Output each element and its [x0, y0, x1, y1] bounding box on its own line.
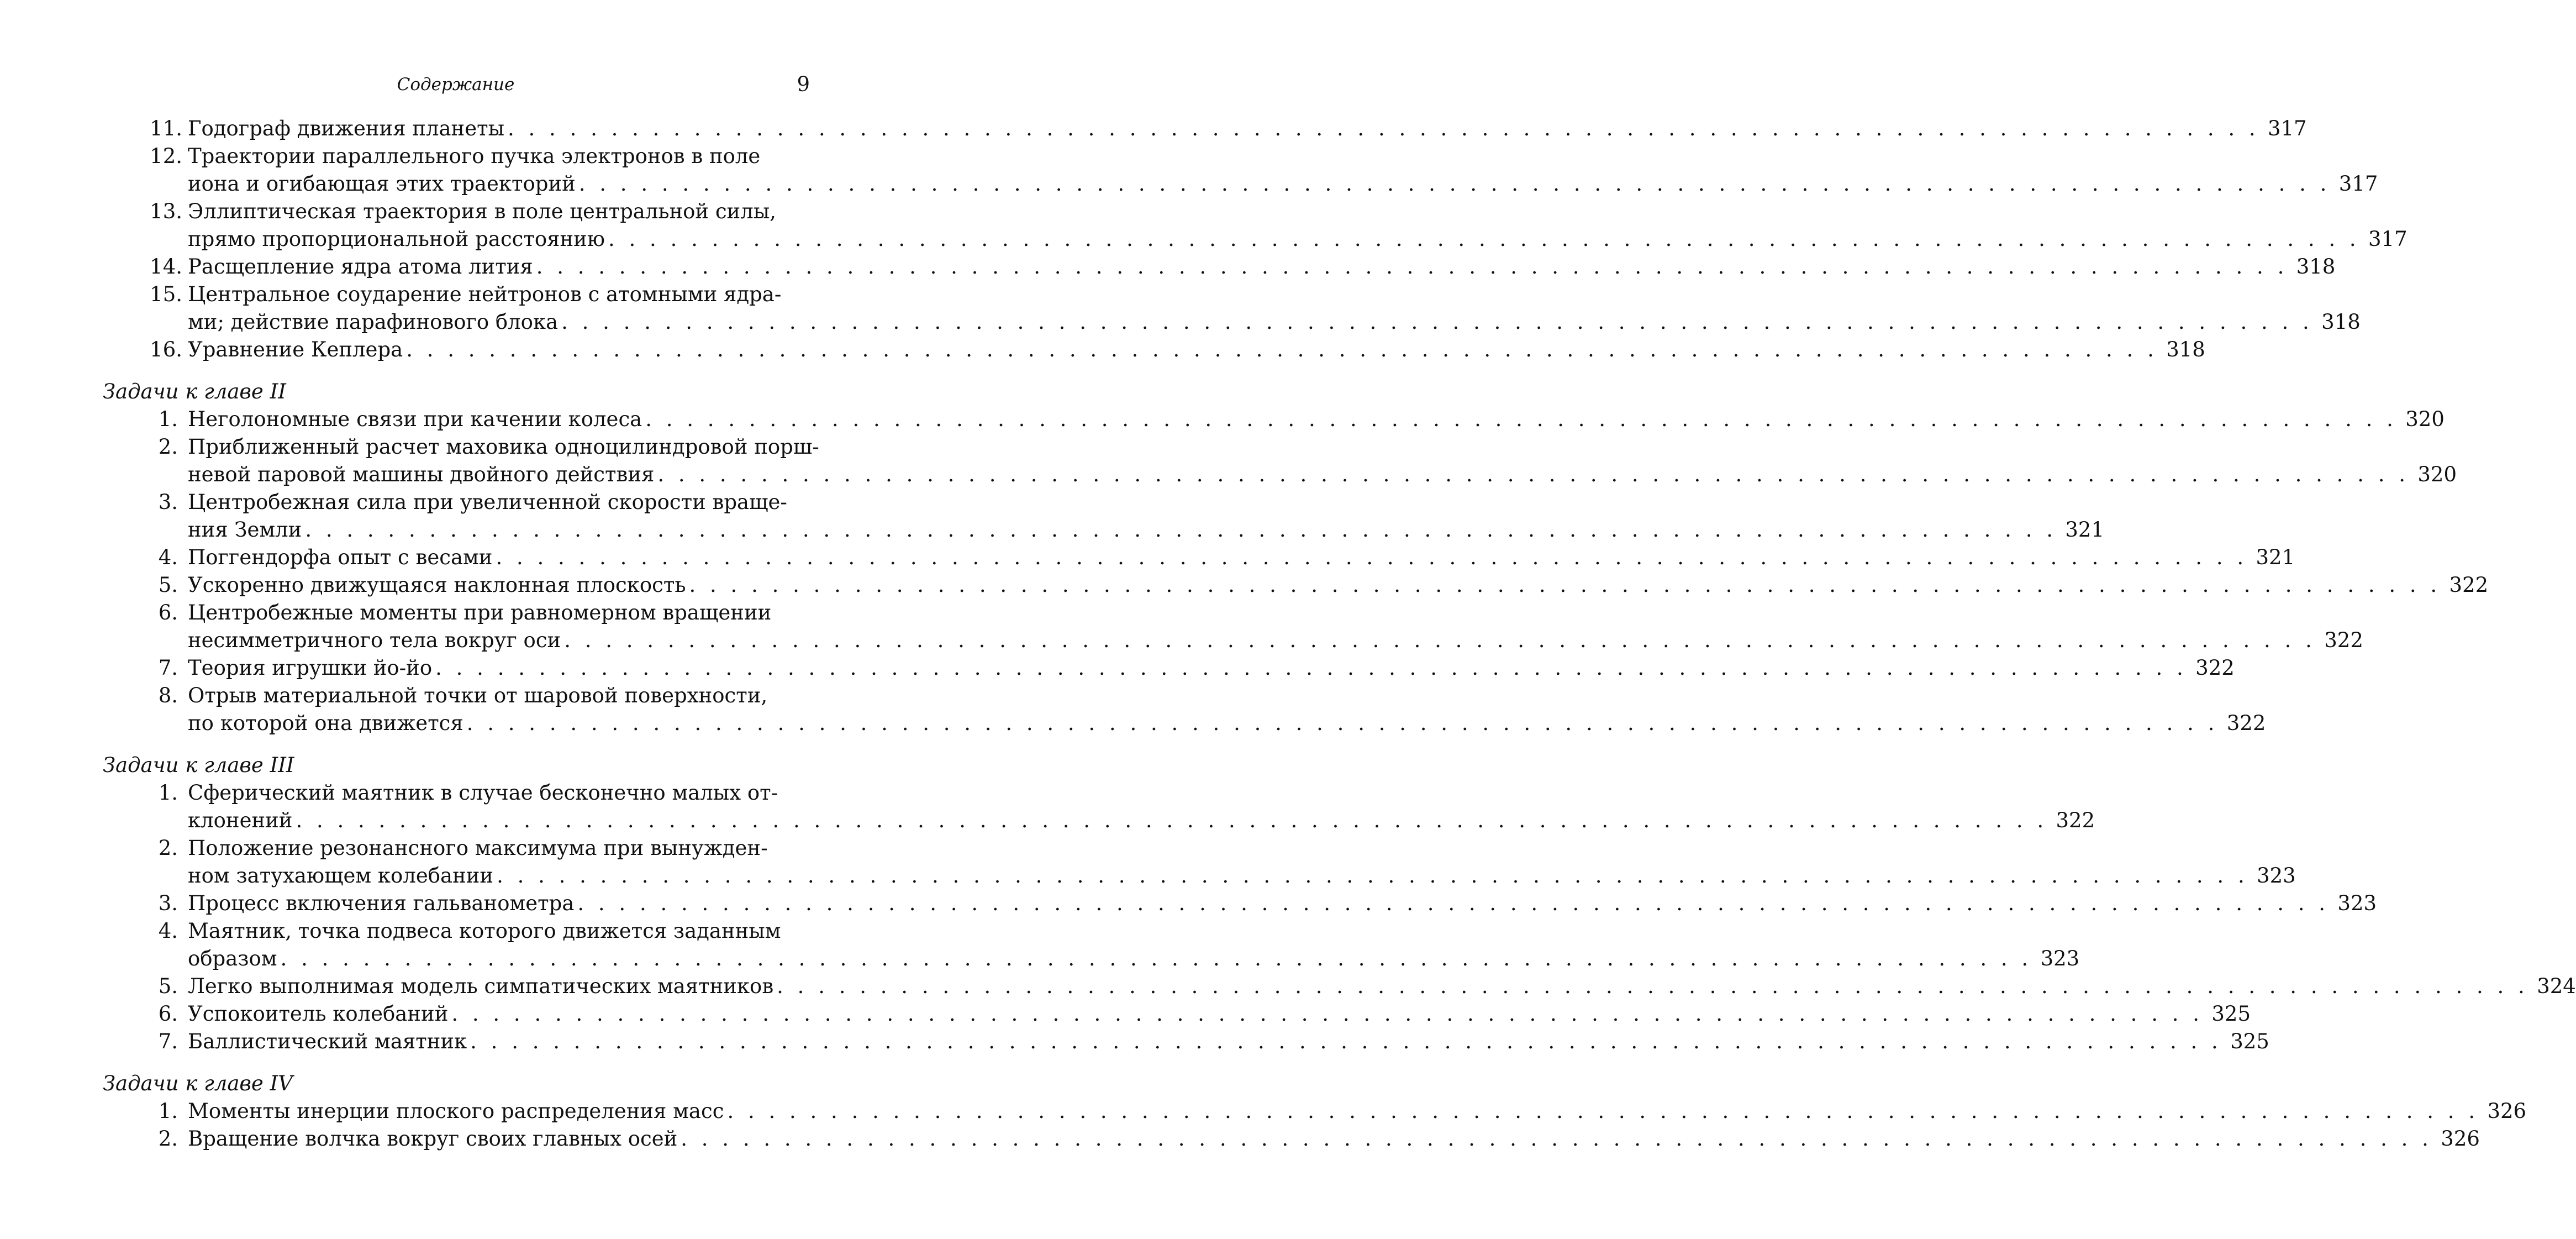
entry-line: [188, 862, 2296, 890]
dot-leader: [677, 1125, 2436, 1153]
toc-entry[interactable]: [103, 1000, 2251, 1028]
toc-entry[interactable]: [103, 433, 2457, 489]
section-heading: Задачи к главе III: [103, 753, 294, 777]
entry-title-text: Баллистический маятник: [188, 1030, 467, 1053]
dot-leader: [467, 1028, 2225, 1056]
entry-number: 15.: [150, 282, 182, 306]
entry-title-text: ния Земли: [188, 518, 302, 542]
toc-entry[interactable]: [103, 682, 2266, 737]
toc-entry[interactable]: [103, 571, 2489, 599]
entry-number: 11.: [150, 117, 182, 140]
entry-title-text: Легко выполнимая модель симпатических маятников: [188, 974, 774, 998]
entry-title-text: несимметричного тела вокруг оси: [188, 628, 561, 652]
entry-body: [188, 281, 2361, 336]
entry-page-number: 325: [2211, 1002, 2251, 1026]
entry-body: [188, 143, 2378, 198]
entry-number: 12.: [150, 144, 182, 168]
entry-title-text: невой паровой машины двойного действия: [188, 463, 655, 486]
entry-line: [188, 170, 2378, 198]
entry-title-text: Теория игрушки йо-йо: [188, 656, 433, 680]
entry-line: [188, 917, 2079, 945]
dot-leader: [605, 225, 2363, 253]
entry-page-number: 317: [2338, 172, 2378, 196]
entry-body: [188, 115, 2307, 143]
entry-title-text: Центробежные моменты при равномерном вращении: [188, 601, 772, 624]
entry-title-text: Успокоитель колебаний: [188, 1002, 449, 1026]
entry-line: [188, 571, 2488, 599]
entry-title-text: Моменты инерции плоского распределения масс: [188, 1099, 724, 1123]
dot-leader: [642, 406, 2400, 433]
entry-page-number: 322: [2056, 809, 2095, 832]
toc-entry[interactable]: [103, 253, 2336, 281]
entry-line: [188, 433, 2457, 461]
entry-number: 2.: [158, 1127, 178, 1151]
dot-leader: [504, 115, 2263, 143]
section-heading: Задачи к главе IV: [103, 1072, 293, 1095]
entry-title-text: образом: [188, 947, 277, 970]
entry-number: 3.: [158, 891, 178, 915]
toc-entry[interactable]: [103, 489, 2104, 544]
entry-body: [188, 834, 2296, 890]
entry-line: [188, 1028, 2269, 1056]
table-of-contents: [103, 115, 2576, 1153]
entry-body: [188, 682, 2266, 737]
entry-line: [188, 807, 2095, 834]
dot-leader: [432, 654, 2190, 682]
entry-title-text: Годограф движения планеты: [188, 117, 505, 140]
entry-number: 8.: [158, 684, 178, 707]
entry-line: [188, 779, 2095, 807]
entry-body: [188, 433, 2457, 489]
entry-number: 6.: [158, 1002, 178, 1026]
entry-line: [188, 627, 2363, 654]
toc-entry[interactable]: [103, 1028, 2269, 1056]
entry-page-number: 318: [2166, 338, 2205, 361]
running-head: [0, 71, 912, 98]
entry-page-number: 325: [2230, 1030, 2269, 1053]
toc-entry[interactable]: [103, 544, 2295, 571]
entry-line: [188, 489, 2104, 516]
entry-line: [188, 710, 2266, 737]
entry-page-number: 322: [2449, 573, 2489, 597]
entry-title-text: прямо пропорциональной расстоянию: [188, 227, 605, 251]
entry-number: 3.: [158, 490, 178, 514]
entry-title-text: клонений: [188, 809, 293, 832]
entry-number: 2.: [158, 836, 178, 860]
dot-leader: [277, 945, 2036, 973]
entry-number: 14.: [150, 255, 182, 279]
toc-entry[interactable]: [103, 143, 2378, 198]
toc-entry[interactable]: [103, 890, 2377, 917]
dot-leader: [533, 253, 2291, 281]
dot-leader: [686, 571, 2445, 599]
entry-line: [188, 198, 2408, 225]
entry-page-number: 320: [2417, 463, 2457, 486]
entry-body: [188, 1028, 2269, 1056]
entry-title-text: Неголономные связи при качении колеса: [188, 407, 642, 431]
entry-body: [188, 973, 2576, 1000]
entry-body: [188, 890, 2377, 917]
entry-number: 4.: [158, 545, 178, 569]
dot-leader: [448, 1000, 2206, 1028]
section-heading: Задачи к главе II: [103, 380, 286, 403]
entry-page-number: 323: [2257, 864, 2296, 888]
entry-page-number: 322: [2226, 711, 2266, 735]
entry-title-text: Вращение волчка вокруг своих главных осей: [188, 1127, 678, 1151]
toc-entry[interactable]: [103, 115, 2307, 143]
entry-page-number: 321: [2065, 518, 2104, 542]
entry-title-text: Маятник, точка подвеса которого движется заданным: [188, 919, 781, 943]
entry-number: 1.: [158, 781, 178, 805]
entry-number: 16.: [150, 338, 182, 361]
entry-page-number: 317: [2268, 117, 2307, 140]
entry-line: [188, 115, 2307, 143]
entry-page-number: 317: [2368, 227, 2408, 251]
toc-entry[interactable]: [103, 1098, 2527, 1125]
toc-entry[interactable]: [103, 654, 2235, 682]
entry-body: [188, 571, 2488, 599]
entry-title-text: иона и огибающая этих траекторий: [188, 172, 576, 196]
entry-page-number: 321: [2256, 545, 2295, 569]
entry-title-text: Эллиптическая траектория в поле центральной силы,: [188, 200, 776, 223]
entry-body: [188, 917, 2079, 973]
entry-page-number: 318: [2296, 255, 2336, 279]
entry-line: [188, 516, 2104, 544]
entry-line: [188, 336, 2205, 364]
entry-page-number: 322: [2195, 656, 2235, 680]
entry-body: [188, 544, 2295, 571]
toc-entry[interactable]: [103, 599, 2363, 654]
entry-page-number: 318: [2321, 310, 2361, 334]
entry-body: [188, 336, 2205, 364]
dot-leader: [403, 336, 2161, 364]
toc-entry[interactable]: [103, 281, 2361, 336]
entry-line: [188, 599, 2363, 627]
toc-section: [103, 378, 2489, 737]
entry-body: [188, 406, 2445, 433]
entry-line: [188, 308, 2361, 336]
entry-number: 2.: [158, 435, 178, 459]
toc-entry[interactable]: [103, 406, 2445, 433]
entry-line: [188, 945, 2079, 973]
entry-page-number: 323: [2040, 947, 2080, 970]
entry-number: 5.: [158, 974, 178, 998]
entry-body: [188, 198, 2408, 253]
entry-line: [188, 225, 2408, 253]
dot-leader: [724, 1098, 2482, 1125]
entry-line: [188, 281, 2361, 308]
entry-number: 7.: [158, 1030, 178, 1053]
entry-number: 1.: [158, 1099, 178, 1123]
entry-title-text: Поггендорфа опыт с весами: [188, 545, 493, 569]
entry-title-text: Центральное соударение нейтронов с атомными ядра-: [188, 282, 782, 306]
entry-body: [188, 779, 2095, 834]
toc-section: [103, 752, 2576, 1056]
entry-body: [188, 253, 2335, 281]
toc-entry[interactable]: [103, 198, 2408, 253]
entry-line: [188, 682, 2266, 710]
dot-leader: [576, 170, 2334, 198]
entry-body: [188, 1000, 2251, 1028]
entry-title-text: Ускоренно движущаяся наклонная плоскость: [188, 573, 686, 597]
entry-title-text: Уравнение Кеплера: [188, 338, 403, 361]
entry-number: 4.: [158, 919, 178, 943]
toc-entry[interactable]: [103, 1125, 2480, 1153]
entry-number: 6.: [158, 601, 178, 624]
entry-line: [188, 1000, 2251, 1028]
toc-entry[interactable]: [103, 917, 2080, 973]
toc-section: [103, 115, 2408, 364]
entry-title-text: Сферический маятник в случае бесконечно малых от-: [188, 781, 778, 805]
page-title: Содержание: [397, 75, 515, 95]
entry-line: [188, 834, 2296, 862]
entry-title-text: Процесс включения гальванометра: [188, 891, 575, 915]
entry-number: 5.: [158, 573, 178, 597]
entry-body: [188, 654, 2235, 682]
dot-leader: [302, 516, 2060, 544]
dot-leader: [773, 973, 2532, 1000]
entry-line: [188, 654, 2235, 682]
entry-number: 13.: [150, 200, 182, 223]
entry-line: [188, 1125, 2480, 1153]
entry-page-number: 323: [2337, 891, 2377, 915]
entry-line: [188, 253, 2335, 281]
entry-body: [188, 489, 2104, 544]
dot-leader: [292, 807, 2051, 834]
entry-page-number: 322: [2324, 628, 2363, 652]
entry-title-text: Положение резонансного максимума при вынужден-: [188, 836, 768, 860]
toc-section: [103, 1070, 2527, 1153]
entry-line: [188, 544, 2295, 571]
dot-leader: [558, 308, 2316, 336]
entry-body: [188, 1098, 2526, 1125]
entry-number: 1.: [158, 407, 178, 431]
entry-title-text: Приближенный расчет маховика одноцилиндровой порш-: [188, 435, 819, 459]
dot-leader: [654, 461, 2412, 489]
entry-title-text: Траектории параллельного пучка электронов в поле: [188, 144, 761, 168]
entry-page-number: 320: [2405, 407, 2445, 431]
entry-page-number: 324: [2537, 974, 2576, 998]
page-number: 9: [797, 72, 810, 96]
entry-page-number: 326: [2487, 1099, 2527, 1123]
dot-leader: [574, 890, 2332, 917]
entry-title-text: ми; действие парафинового блока: [188, 310, 559, 334]
entry-title-text: по которой она движется: [188, 711, 463, 735]
entry-body: [188, 1125, 2480, 1153]
entry-line: [188, 1098, 2526, 1125]
entry-title-text: Центробежная сила при увеличенной скорости враще-: [188, 490, 787, 514]
dot-leader: [492, 544, 2251, 571]
dot-leader: [561, 627, 2319, 654]
entry-title-text: Отрыв материальной точки от шаровой поверхности,: [188, 684, 768, 707]
entry-line: [188, 406, 2445, 433]
entry-line: [188, 890, 2377, 917]
entry-line: [188, 973, 2576, 1000]
dot-leader: [493, 862, 2252, 890]
toc-entry[interactable]: [103, 336, 2205, 364]
entry-body: [188, 599, 2363, 654]
entry-line: [188, 143, 2378, 170]
toc-entry[interactable]: [103, 973, 2576, 1000]
entry-number: 7.: [158, 656, 178, 680]
toc-entry[interactable]: [103, 779, 2095, 834]
entry-page-number: 326: [2441, 1127, 2480, 1151]
toc-entry[interactable]: [103, 834, 2296, 890]
entry-line: [188, 461, 2457, 489]
entry-title-text: Расщепление ядра атома лития: [188, 255, 533, 279]
entry-title-text: ном затухающем колебании: [188, 864, 494, 888]
dot-leader: [463, 710, 2222, 737]
